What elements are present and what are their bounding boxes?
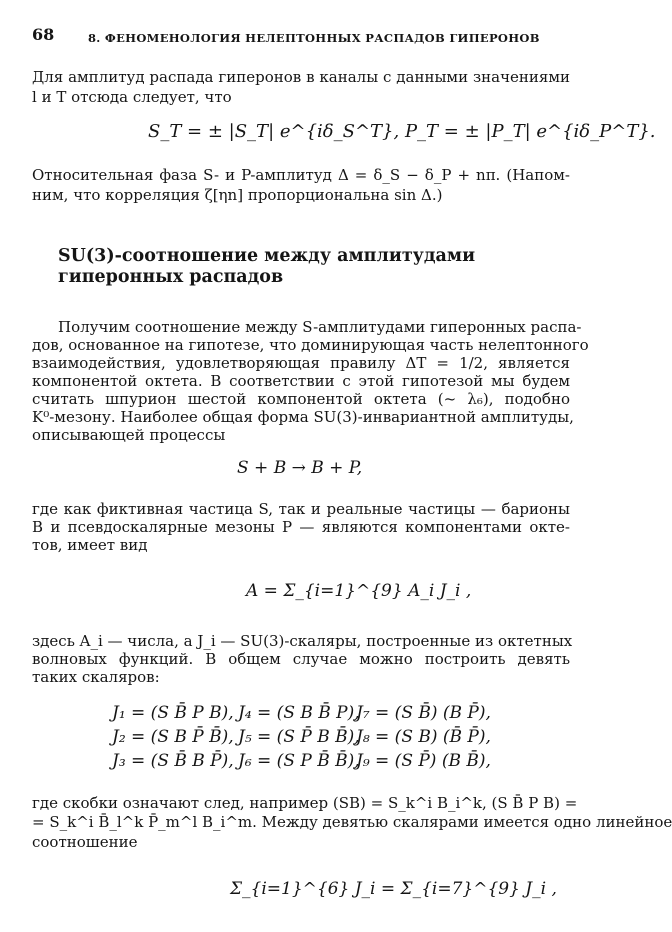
scalar-j5: J₅ = (S P̄ B B̄), <box>238 727 360 747</box>
p2-line-1: где как фиктивная частица S, так и реальные частицы — барионы <box>32 500 570 518</box>
p3-line-2: волновых функций. В общем случае можно построить девять <box>32 650 570 668</box>
phase-line-2: ним, что корреляция ζ[ηn] пропорциональна sin Δ.) <box>32 186 443 204</box>
process-formula: S + B → B + P, <box>237 458 363 478</box>
p1-line-3: взаимодействия, удовлетворяющая правилу ΔT = 1/2, является <box>32 354 570 372</box>
scalar-j3: J₃ = (S B̄ B P̄), <box>112 751 234 771</box>
p1-line-2: дов, основанное на гипотезе, что доминирующая часть нелептонного <box>32 336 589 354</box>
scalar-j9: J₉ = (S P̄) (B B̄), <box>356 751 491 771</box>
sum-formula: A = Σ_{i=1}^{9} A_i J_i , <box>246 581 472 601</box>
final-formula: Σ_{i=1}^{6} J_i = Σ_{i=7}^{9} J_i , <box>230 879 557 899</box>
scalar-j1: J₁ = (S B̄ P B), <box>112 703 234 723</box>
phase-line-1: Относительная фаза S- и P-амплитуд Δ = δ_S − δ_P + nπ. (Напом- <box>32 166 570 184</box>
scalar-j6: J₆ = (S P B̄ B̄), <box>238 751 360 771</box>
amplitude-formula-text: S_T = ± |S_T| e^{iδ_S^T}, P_T = ± |P_T| e^{iδ_P^T}. <box>148 121 656 142</box>
p2-line-3: тов, имеет вид <box>32 536 148 554</box>
scalar-j7: J₇ = (S B̄) (B P̄), <box>356 703 491 723</box>
p1-line-5: считать шпурион шестой компонентой октета (~ λ₆), подобно <box>32 390 570 408</box>
section-title-line-2: гиперонных распадов <box>58 267 284 287</box>
page-number: 68 <box>32 25 55 44</box>
p1-line-4: компонентой октета. В соответствии с этой гипотезой мы будем <box>32 372 570 390</box>
intro-line-1: Для амплитуд распада гиперонов в каналы с данными значениями <box>32 68 570 86</box>
p4-line-2: = S_k^i B̄_l^k P̄_m^l B_i^m. Между девятью скалярами имеется одно линейное <box>32 813 672 831</box>
p2-line-2: B и псевдоскалярные мезоны P — являются компонентами окте- <box>32 518 570 536</box>
running-title: 8. ФЕНОМЕНОЛОГИЯ НЕЛЕПТОННЫХ РАСПАДОВ ГИПЕРОНОВ <box>88 31 540 45</box>
p4-line-3: соотношение <box>32 833 138 851</box>
p4-line-1: где скобки означают след, например (SB) = S_k^i B_i^k, (S B̄ P B) = <box>32 794 578 812</box>
p3-line-3: таких скаляров: <box>32 668 160 686</box>
p1-line-7: описывающей процессы <box>32 426 226 444</box>
intro-line-2: l и T отсюда следует, что <box>32 88 232 106</box>
amplitude-formula <box>148 121 656 143</box>
section-title-line-1: SU(3)-соотношение между амплитудами <box>58 246 476 266</box>
scalar-j2: J₂ = (S B P̄ B̄), <box>112 727 234 747</box>
p1-line-6: K⁰-мезону. Наиболее общая форма SU(3)-инвариантной амплитуды, <box>32 408 574 426</box>
scalar-j4: J₄ = (S B B̄ P), <box>238 703 360 723</box>
p3-line-1: здесь A_i — числа, а J_i — SU(3)-скаляры, построенные из октетных <box>32 632 573 650</box>
p1-line-1: Получим соотношение между S-амплитудами гиперонных распа- <box>58 318 582 336</box>
scalar-j8: J₈ = (S B) (B̄ P̄), <box>356 727 491 747</box>
